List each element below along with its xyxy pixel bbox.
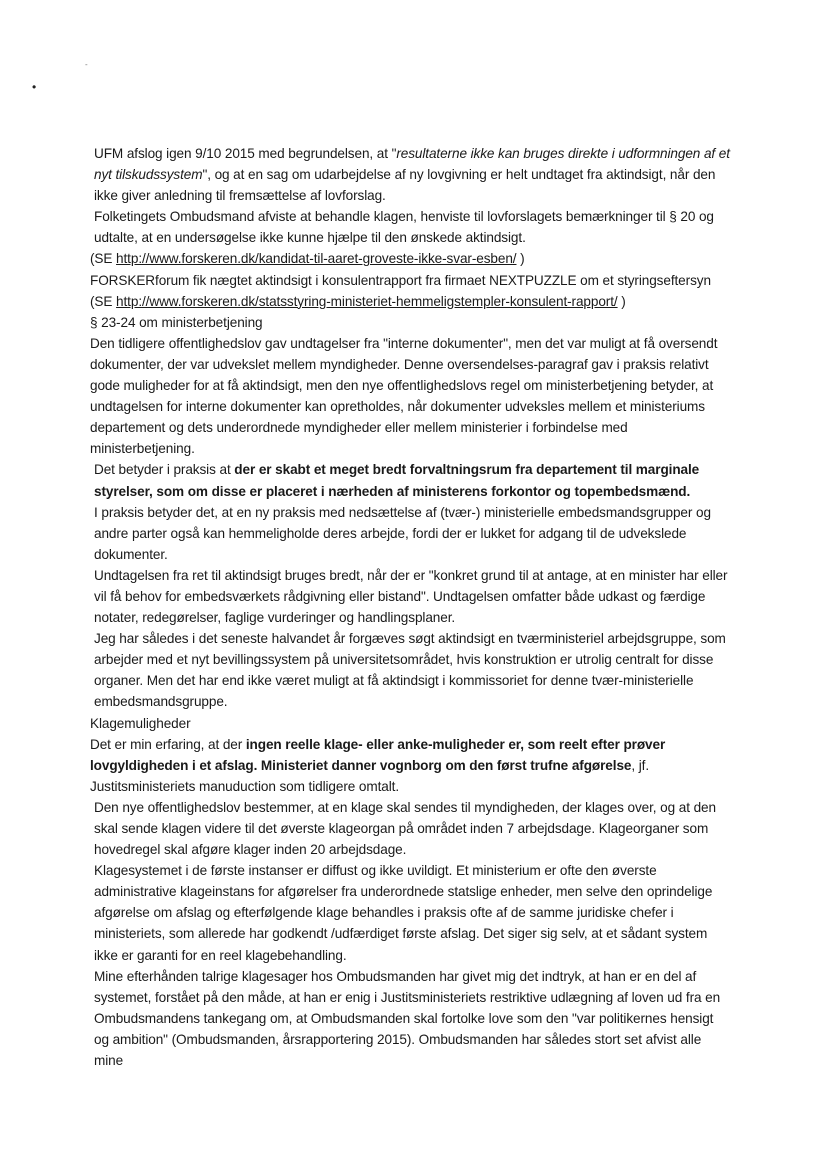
paragraph-link-2: (SE http://www.forskeren.dk/statsstyring-ministeriet-hemmeligstempler-konsulent-rapport/ ) (90, 293, 626, 309)
paragraph-forskerforum: FORSKERforum fik nægtet aktindsigt i konsulentrapport fra firmaet NEXTPUZZLE om et styringseftersyn (90, 272, 711, 288)
paragraph-working-groups: I praksis betyder det, at en ny praksis med nedsættelse af (tvær-) ministerielle embedsmandsgrupper og andre parter også kan hemmeligholde deres arbejde, fordi der er lukket for adgang til de udvekslede dokumenter. (94, 504, 711, 562)
paragraph-new-law-complaints: Den nye offentlighedslov bestemmer, at en klage skal sendes til myndigheden, der klages over, og at den skal sende klagen videre til det øverste klageorgan på området inden 7 arbejdsdage. Klageorganer som hovedregel skal afgøre klager inden 20 arbejdsdage. (94, 799, 716, 858)
paragraph-link-1: (SE http://www.forskeren.dk/kandidat-til-aaret-groveste-ikke-svar-esben/ ) (90, 251, 525, 267)
forskeren-link-1[interactable]: http://www.forskeren.dk/kandidat-til-aaret-groveste-ikke-svar-esben/ (116, 251, 517, 267)
forskeren-link-2[interactable]: http://www.forskeren.dk/statsstyring-ministeriet-hemmeligstempler-konsulent-rapport/ (116, 293, 618, 309)
paragraph-experience: Det er min erfaring, at der ingen reelle klage- eller anke-muligheder er, som reelt efter prøver lovgyldigheden i et afslag. Ministeriet danner vognborg om den først trufne afgørelse, jf. Justitsministeriets manuduction som tidligere omtalt. (90, 736, 666, 794)
paragraph-ufm-refusal: UFM afslog igen 9/10 2015 med begrundelsen, at "resultaterne ikke kan bruges direkte i udformningen af et nyt tilskudssystem", og at en sag om udarbejdelse af ny lovgivning er helt undtaget fra aktindsigt, når den ikke giver anledning til fremsættelse af lovforslag. (94, 146, 730, 204)
bullet-mark: • (32, 80, 37, 94)
section-heading-klagemuligheder: Klagemuligheder (90, 715, 191, 731)
document-body (90, 143, 730, 1071)
quoted-reason: resultaterne ikke kan bruges direkte i udformningen af et nyt tilskudssystem (94, 146, 730, 183)
paragraph-personal-case: Jeg har således i det seneste halvandet år forgæves søgt aktindsigt en tværministeriel arbejdsgruppe, som arbejder med et nyt bevillingssystem på universitetsområdet, hvis konstruktion er utrolig centralt for disse organer. Men det har end ikke været muligt at få aktindsigt i kommissoriet for denne tvær-ministerielle embedsmandsgruppe. (94, 631, 726, 710)
paragraph-practice: Det betyder i praksis at der er skabt et meget bredt forvaltningsrum fra departement til marginale styrelser, som om disse er placeret i nærheden af ministerens forkontor og topembedsmænd. (94, 462, 700, 499)
paragraph-complaint-system: Klagesystemet i de første instanser er diffust og ikke uvildigt. Et ministerium er ofte den øverste administrative klageinstans for afgørelser fra underordnede statslige enheder, men selve den oprindelige afgørelse om afslag og efterfølgende klage behandles i praksis ofte af de samme juridiske chefer i ministeriets, som allerede har godkendt /udfærdiget første afslag. Det siger sig selv, at et sådant system ikke er garanti for en reel klagebehandling. (94, 863, 713, 963)
section-heading-ministerbetjening: § 23-24 om ministerbetjening (90, 314, 263, 330)
paragraph-exception: Undtagelsen fra ret til aktindsigt bruges bredt, når der er "konkret grund til at antage, at en minister har eller vil få behov for embedsværkets rådgivning eller bistand". Undtagelsen omfatter både udkast og færdige notater, redegørelser, faglige vurderinger og handlingsplaner. (94, 567, 728, 626)
paragraph-former-law: Den tidligere offentlighedslov gav undtagelser fra "interne dokumenter", men det var muligt at få oversendt dokumenter, der var udvekslet mellem myndigheder. Denne oversendelses-paragraf gav i praksis relativt gode muligheder for at få aktindsigt, men den nye offentlighedslovs regel om ministerbetjening betyder, at undtagelsen for interne dokumenter kan opretholdes, når dokumenter udveksles mellem et ministeriums departement og dets underordnede myndigheder eller mellem ministerier i forbindelse med ministerbetjening. (90, 335, 718, 457)
paragraph-ombudsman-cases: Mine efterhånden talrige klagesager hos Ombudsmanden har givet mig det indtryk, at han er en del af systemet, forstået på den måde, at han er enig i Justitsministeriets restriktive udlægning af loven ud fra en Ombudsmandens tankegang om, at Ombudsmanden skal fortolke love som den "var politikernes hensigt og ambition" (Ombudsmanden, årsrapportering 2015). Ombudsmanden har således stort set afvist alle mine (94, 968, 721, 1069)
paragraph-ombudsman-rejection: Folketingets Ombudsmand afviste at behandle klagen, henviste til lovforslagets bemærkninger til § 20 og udtalte, at en undersøgelse ikke kunne hjælpe til den ønskede aktindsigt. (94, 209, 714, 246)
scan-speck: - (85, 60, 88, 69)
